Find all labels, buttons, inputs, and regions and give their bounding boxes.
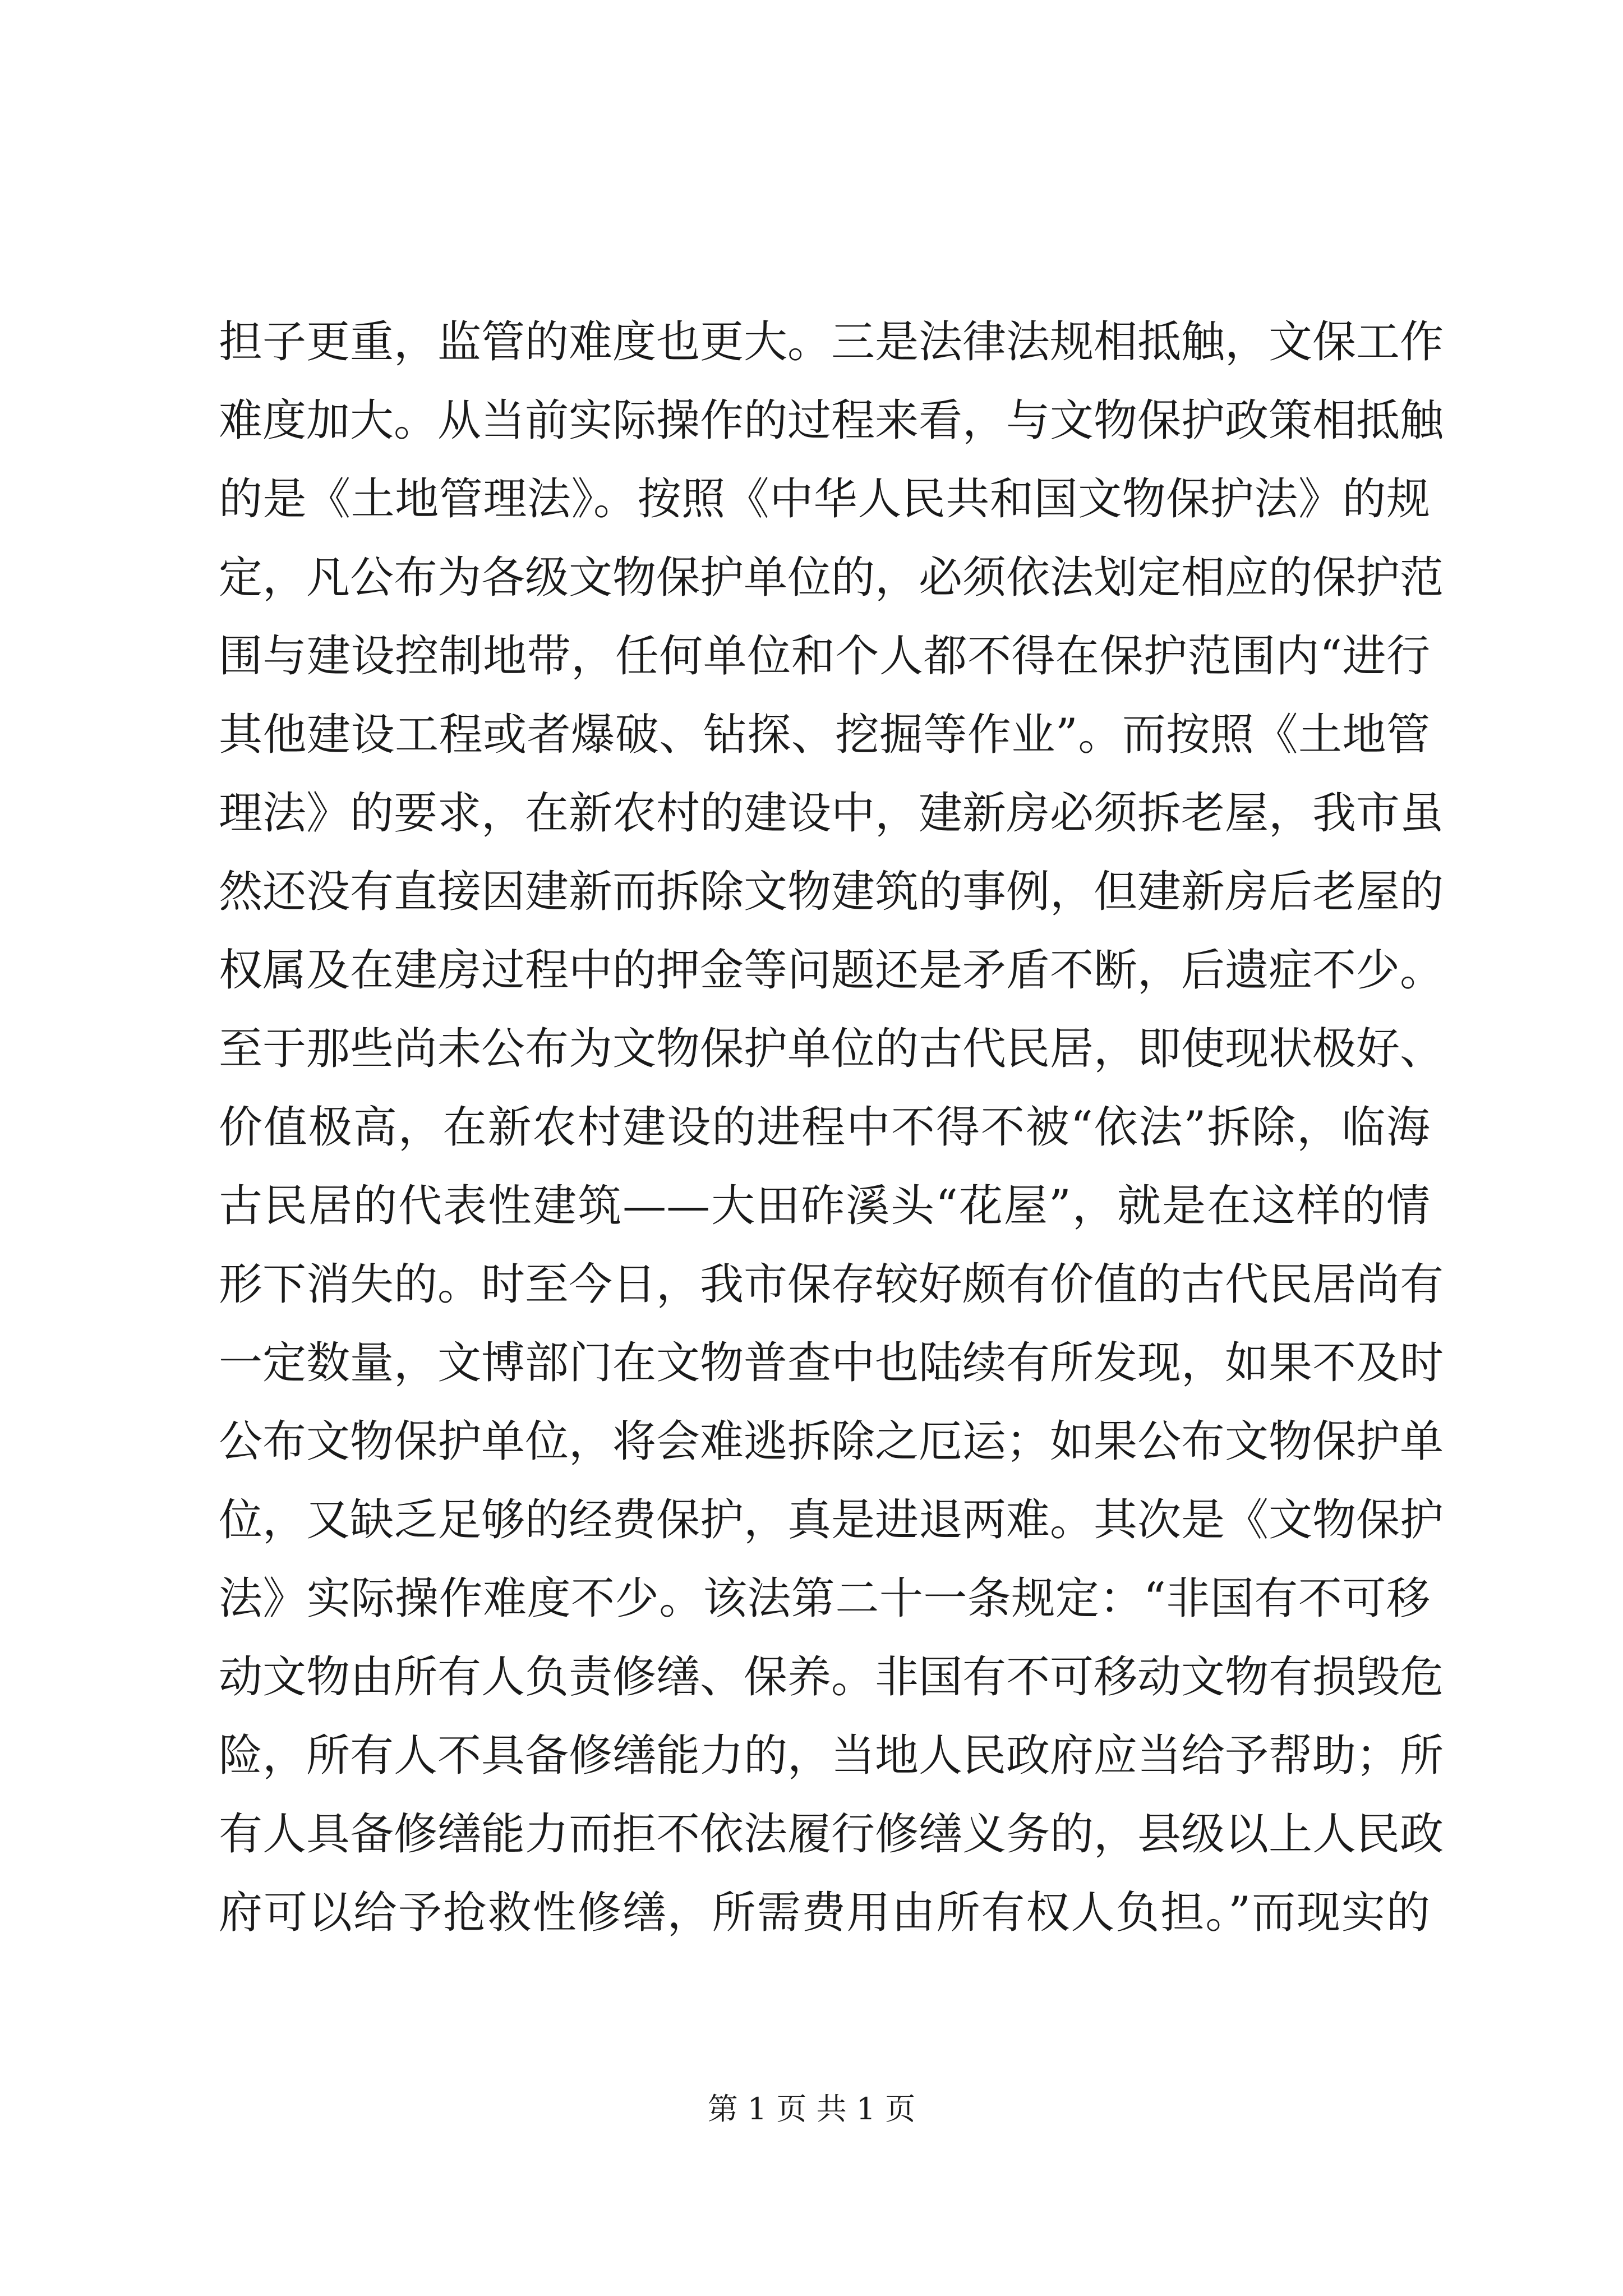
text-line: 理法》的要求，在新农村的建设中，建新房必须拆老屋，我市虽	[219, 788, 1444, 839]
text-line: 有人具备修缮能力而拒不依法履行修缮义务的，县级以上人民政	[219, 1809, 1444, 1860]
text-line: 位，又缺乏足够的经费保护，真是进退两难。其次是《文物保护	[219, 1495, 1444, 1545]
text-line: 围与建设控制地带，任何单位和个人都不得在保护范围内“进行	[219, 631, 1430, 682]
page-number-label: 第 1 页 共 1 页	[707, 2091, 916, 2127]
text-line: 担子更重，监管的难度也更大。三是法律法规相抵触，文保工作	[219, 317, 1444, 367]
text-line: 的是《土地管理法》。按照《中华人民共和国文物保护法》的规	[219, 474, 1430, 524]
body-text	[219, 303, 1444, 1952]
text-line: 公布文物保护单位，将会难逃拆除之厄运；如果公布文物保护单	[219, 1416, 1444, 1467]
text-line: 古民居的代表性建筑——大田砟溪头“花屋”，就是在这样的情	[219, 1181, 1430, 1231]
text-line: 形下消失的。时至今日，我市保存较好颇有价值的古代民居尚有	[219, 1259, 1444, 1310]
text-line: 价值极高，在新农村建设的进程中不得不被“依法”拆除，临海	[219, 1102, 1430, 1153]
text-line: 险，所有人不具备修缮能力的，当地人民政府应当给予帮助；所	[219, 1731, 1444, 1781]
text-line: 难度加大。从当前实际操作的过程来看，与文物保护政策相抵触	[219, 395, 1444, 446]
text-line: 其他建设工程或者爆破、钻探、挖掘等作业”。而按照《土地管	[219, 710, 1430, 760]
text-line: 定，凡公布为各级文物保护单位的，必须依法划定相应的保护范	[219, 553, 1444, 603]
text-line: 法》实际操作难度不少。该法第二十一条规定：“非国有不可移	[219, 1573, 1430, 1624]
text-line: 府可以给予抢救性修缮，所需费用由所有权人负担。”而现实的	[219, 1888, 1430, 1938]
page-footer	[0, 2090, 1623, 2129]
text-line: 权属及在建房过程中的押金等问题还是矛盾不断，后遗症不少。	[219, 945, 1444, 996]
text-line: 一定数量，文博部门在文物普查中也陆续有所发现，如果不及时	[219, 1338, 1444, 1388]
text-line: 动文物由所有人负责修缮、保养。非国有不可移动文物有损毁危	[219, 1652, 1444, 1703]
text-line: 然还没有直接因建新而拆除文物建筑的事例，但建新房后老屋的	[219, 867, 1444, 917]
text-line: 至于那些尚未公布为文物保护单位的古代民居，即使现状极好、	[219, 1024, 1444, 1074]
